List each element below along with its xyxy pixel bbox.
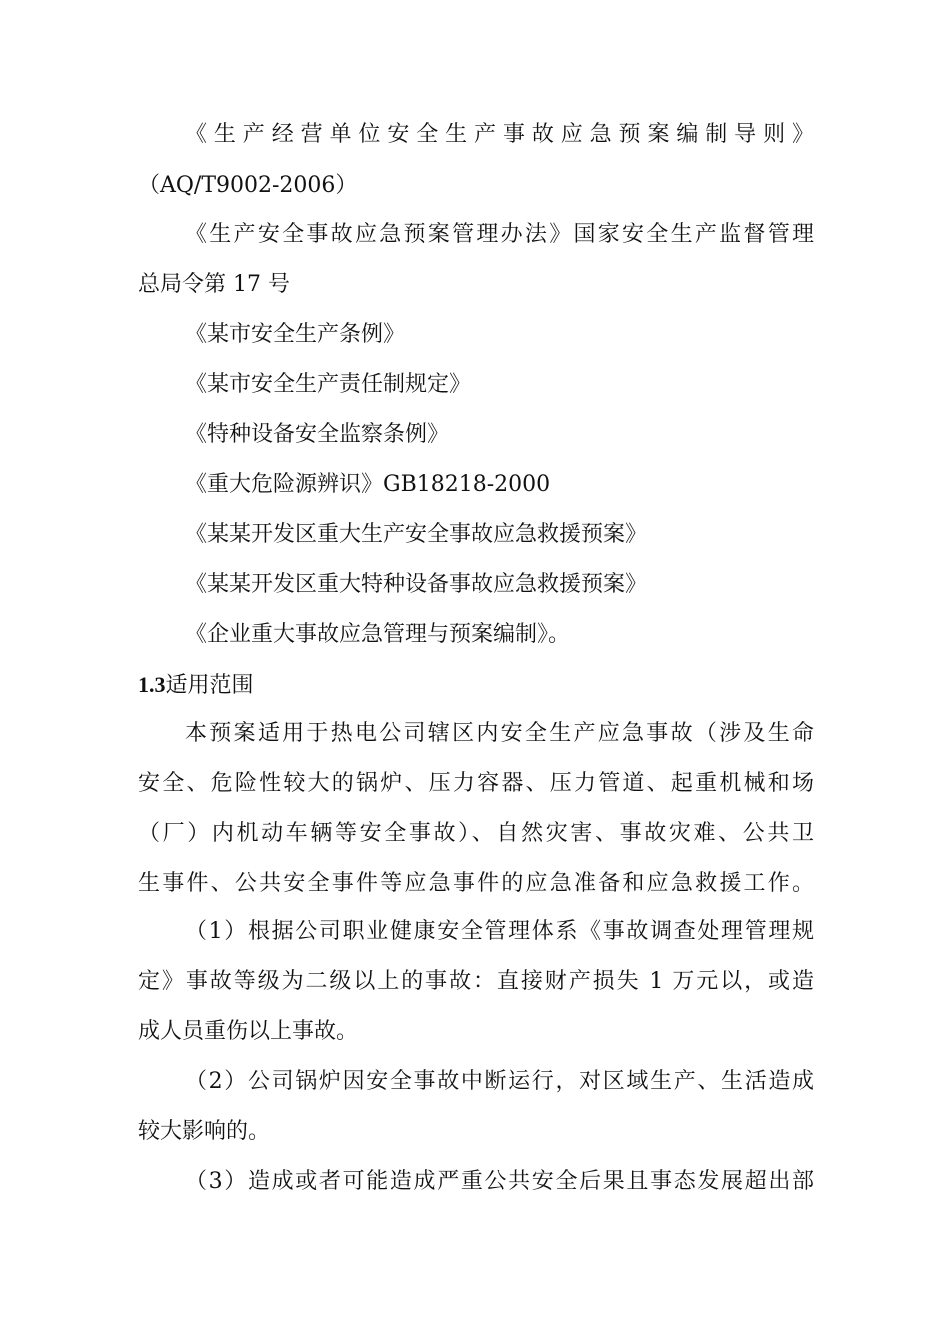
- reference-line: 《生产安全事故应急预案管理办法》国家安全生产监督管理: [185, 222, 814, 247]
- scope-paragraph-line: 生事件、公共安全事件等应急事件的应急准备和应急救援工作。: [138, 871, 814, 896]
- scope-paragraph-line: 安全、危险性较大的锅炉、压力容器、压力管道、起重机械和场: [138, 771, 814, 796]
- item-1-line: 成人员重伤以上事故。: [138, 1019, 359, 1044]
- item-1-line: （1）根据公司职业健康安全管理体系《事故调查处理管理规: [185, 919, 814, 944]
- scope-paragraph-line: 本预案适用于热电公司辖区内安全生产应急事故（涉及生命: [185, 721, 814, 746]
- reference-line: （AQ/T9002-2006）: [138, 173, 358, 198]
- item-3-line: （3）造成或者可能造成严重公共安全后果且事态发展超出部: [185, 1169, 814, 1194]
- reference-line: 《企业重大事故应急管理与预案编制》。: [185, 622, 571, 647]
- scope-paragraph-line: （厂）内机动车辆等安全事故）、自然灾害、事故灾难、公共卫: [138, 821, 814, 846]
- section-title: 适用范围: [165, 673, 254, 698]
- item-1-line: 定》事故等级为二级以上的事故：直接财产损失 1 万元以，或造: [138, 969, 814, 994]
- item-2-line: 较大影响的。: [138, 1119, 271, 1144]
- reference-line: 《特种设备安全监察条例》: [185, 422, 450, 447]
- reference-line: 《某市安全生产责任制规定》: [185, 372, 472, 397]
- reference-line: 《某市安全生产条例》: [185, 322, 406, 347]
- item-2-line: （2）公司锅炉因安全事故中断运行，对区域生产、生活造成: [185, 1069, 814, 1094]
- reference-line: 《重大危险源辨识》GB18218-2000: [185, 472, 551, 497]
- reference-line: 总局令第 17 号: [138, 272, 290, 297]
- reference-line: 《某某开发区重大特种设备事故应急救援预案》: [185, 572, 648, 597]
- reference-line: 《某某开发区重大生产安全事故应急救援预案》: [185, 522, 648, 547]
- section-number: 1.3: [138, 672, 166, 697]
- reference-line: 《生产经营单位安全生产事故应急预案编制导则》: [185, 122, 814, 147]
- section-heading: [138, 670, 814, 701]
